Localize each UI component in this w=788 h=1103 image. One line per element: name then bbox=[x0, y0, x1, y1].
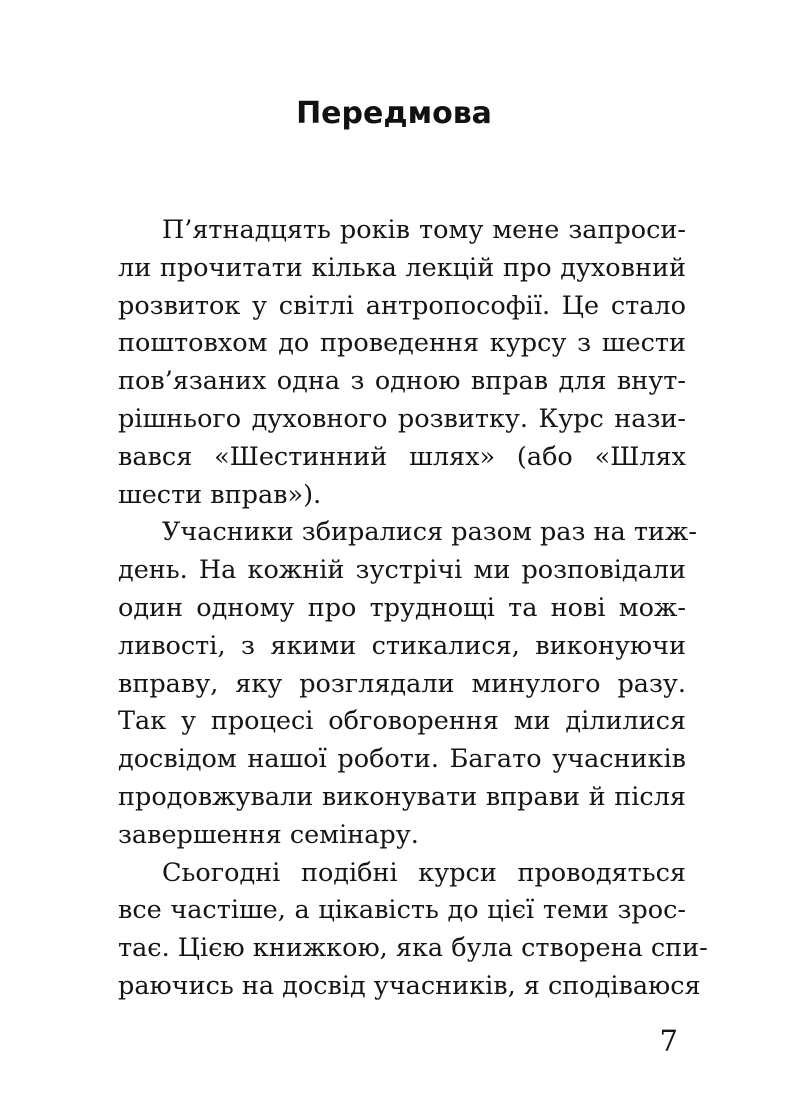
text-line-19: все частіше, а цікавість до цієї теми зрос- bbox=[118, 895, 686, 926]
page-number: 7 bbox=[659, 1024, 678, 1058]
text-line-16: продовжували виконувати вправи й після bbox=[118, 781, 686, 812]
text-line-20: тає. Цією книжкою, яка була створена спи- bbox=[118, 933, 708, 964]
text-line-14: Так у процесі обговорення ми ділилися bbox=[118, 706, 686, 737]
text-line-17: завершення семінару. bbox=[118, 819, 419, 850]
text-line-11: один одному про труднощі та нові мож- bbox=[118, 592, 686, 623]
text-line-4: поштовхом до проведення курсу з шести bbox=[118, 328, 686, 359]
text-line-5: пов’язаних одна з одною вправ для внут- bbox=[118, 366, 686, 397]
page-title: Передмова bbox=[296, 96, 492, 131]
text-line-1: П’ятнадцять років тому мене запроси- bbox=[162, 215, 686, 245]
text-line-12: ливості, з якими стикалися, виконуючи bbox=[118, 630, 686, 661]
text-line-9: Учасники збиралися разом раз на тиж- bbox=[162, 517, 698, 548]
text-line-21: раючись на досвід учасників, я сподіваюся bbox=[118, 970, 701, 1001]
text-line-13: вправу, яку розглядали минулого разу. bbox=[118, 668, 686, 699]
body-text bbox=[118, 212, 708, 1006]
text-line-6: рішнього духовного розвитку. Курс нази- bbox=[118, 403, 686, 434]
text-line-10: день. На кожній зустрічі ми розповідали bbox=[118, 555, 686, 586]
text-line-15: досвідом нашої роботи. Багато учасників bbox=[118, 744, 686, 775]
text-line-2: ли прочитати кілька лекцій про духовний bbox=[118, 252, 686, 283]
text-line-18: Сьогодні подібні курси проводяться bbox=[162, 857, 686, 888]
text-line-3: розвиток у світлі антропософії. Це стало bbox=[118, 290, 686, 321]
text-line-8: шести вправ»). bbox=[118, 479, 322, 510]
text-line-7: вався «Шестинний шлях» (або «Шлях bbox=[118, 441, 686, 472]
